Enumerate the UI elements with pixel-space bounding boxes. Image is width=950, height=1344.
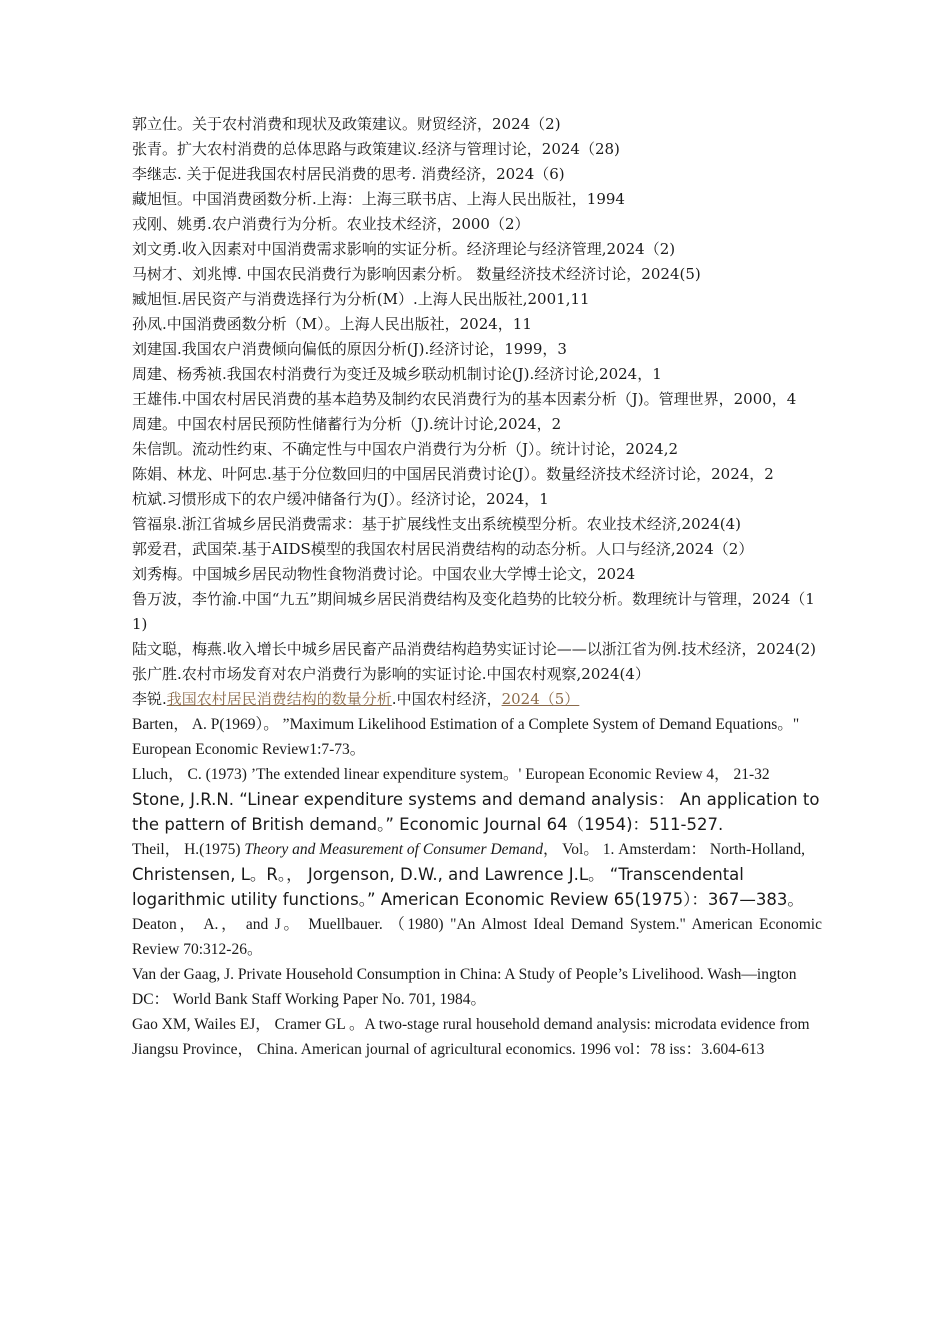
reference-item: 陆文聪，梅燕.收入增长中城乡居民畜产品消费结构趋势实证讨论——以浙江省为例.技术经济，2024(2): [132, 640, 816, 658]
reference-item: 管福泉.浙江省城乡居民消费需求：基于扩展线性支出系统模型分析。农业技术经济,2024(4): [132, 515, 741, 533]
reference-item: 鲁万波，李竹渝.中国“九五”期间城乡居民消费结构及变化趋势的比较分析。数理统计与管理，2024（11): [132, 590, 815, 633]
reference-item: 王雄伟.中国农村居民消费的基本趋势及制约农民消费行为的基本因素分析（J)。管理世界，2000，4: [132, 390, 797, 408]
reference-item: 马树才、刘兆博. 中国农民消费行为影响因素分析。 数量经济技术经济讨论，2024(5): [132, 265, 701, 283]
reference-item: 戎刚、姚勇.农户消费行为分析。农业技术经济，2000（2）: [132, 215, 530, 233]
reference-item: 刘文勇.收入因素对中国消费需求影响的实证分析。经济理论与经济管理,2024（2): [132, 240, 676, 258]
reference-item: 郭爱君，武国荣.基于AIDS模型的我国农村居民消费结构的动态分析。人口与经济,2024（2）: [132, 540, 754, 558]
ref-li-prefix: 李锐.: [132, 690, 167, 708]
reference-item: 臧旭恒.居民资产与消费选择行为分析(M）.上海人民出版社,2001,11: [132, 290, 590, 308]
reference-item-li-rui: [132, 687, 822, 712]
reference-item: 郭立仕。关于农村消费和现状及政策建议。财贸经济，2024（2): [132, 115, 561, 133]
ref-theil-prefix: Theil， H.(1975): [132, 841, 245, 858]
reference-item: 张青。扩大农村消费的总体思路与政策建议.经济与管理讨论，2024（28): [132, 140, 620, 158]
reference-item: 杭斌.习惯形成下的农户缓冲储备行为(J）。经济讨论，2024，1: [132, 490, 549, 508]
ref-li-middle: .中国农村经济，: [391, 690, 502, 708]
reference-item: 刘建国.我国农户消费倾向偏低的原因分析(J).经济讨论，1999，3: [132, 340, 567, 358]
reference-item: 周建。中国农村居民预防性储蓄行为分析（J).统计讨论,2024，2: [132, 415, 562, 433]
ref-li-title-link[interactable]: 我国农村居民消费结构的数量分析: [166, 690, 392, 708]
reference-item: 刘秀梅。中国城乡居民动物性食物消费讨论。中国农业大学博士论文，2024: [132, 565, 636, 583]
reference-item-van-der-gaag: Van der Gaag, J. Private Household Consumption in China: A Study of People’s Livelihood. Wash—ington DC： World Bank Staff Working Paper No. 701, 1984。: [132, 966, 797, 1008]
ref-li-year-link[interactable]: 2024（5）: [501, 690, 580, 708]
reference-item: 周建、杨秀祯.我国农村消费行为变迁及城乡联动机制讨论(J).经济讨论,2024，1: [132, 365, 662, 383]
reference-item-deaton: Deaton， A.， and J。 Muellbauer. （1980) "An Almost Ideal Demand System." American Economic Review 70:312-26。: [132, 916, 822, 958]
ref-theil-title: Theory and Measurement of Consumer Demand: [244, 841, 543, 858]
reference-item: 藏旭恒。中国消费函数分析.上海：上海三联书店、上海人民出版社，1994: [132, 190, 625, 208]
reference-item-stone: Stone, J.R.N. “Linear expenditure systems and demand analysis： An application to the pattern of British demand。” Economic Journal 64（1954)：511-527.: [132, 790, 820, 834]
reference-list: [132, 112, 822, 1062]
reference-item-lluch: Lluch， C. (1973) ’The extended linear expenditure system。' European Economic Review 4， 21-32: [132, 766, 770, 783]
reference-item-barten: Barten， A. P(1969）。 ”Maximum Likelihood Estimation of a Complete System of Demand Equations。" European Economic Review1:7-73。: [132, 716, 800, 758]
reference-item: 张广胜.农村市场发育对农户消费行为影响的实证讨论.中国农村观察,2024(4）: [132, 665, 650, 683]
reference-item: 朱信凯。流动性约束、不确定性与中国农户消费行为分析（J）。统计讨论，2024,2: [132, 440, 679, 458]
reference-item: 李继志. 关于促进我国农村居民消费的思考. 消费经济，2024（6): [132, 165, 565, 183]
reference-item: 陈娟、林龙、叶阿忠.基于分位数回归的中国居民消费讨论(J）。数量经济技术经济讨论，2024，2: [132, 465, 774, 483]
reference-item-theil: [132, 837, 822, 862]
ref-theil-suffix: ， Vol。 1. Amsterdam： North-Holland,: [542, 841, 806, 858]
reference-item-christensen: Christensen, L。R。， Jorgenson, D.W., and Lawrence J.L。 “Transcendental logarithmic utility functions。” American Economic Review 65(1975）：367—383。: [132, 865, 804, 909]
reference-item-gao: Gao XM, Wailes EJ， Cramer GL 。A two-stage rural household demand analysis: microdata evidence from Jiangsu Province， China. American journal of agricultural economics. 1996 vol：78 iss：3.604-613: [132, 1016, 810, 1058]
reference-item: 孙凤.中国消费函数分析（M）。上海人民出版社，2024，11: [132, 315, 532, 333]
